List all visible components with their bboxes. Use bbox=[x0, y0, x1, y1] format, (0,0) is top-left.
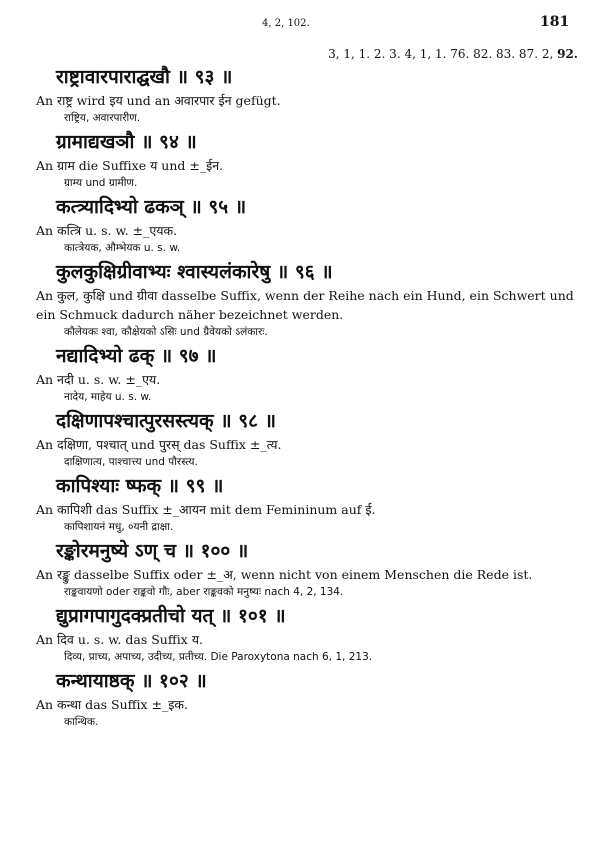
sutra-heading: कन्थायाष्ठक् ॥ १०२ ॥ bbox=[56, 670, 207, 692]
sutra-heading: नद्यादिभ्यो ढक् ॥ ९७ ॥ bbox=[56, 345, 217, 367]
sutra-explanation: An नदी u. s. w. ±_एय. bbox=[36, 372, 161, 387]
sutra-explanation: An कापिशी das Suffix ±_आयन mit dem Femininum auf ई. bbox=[36, 502, 376, 517]
sutra-heading: ग्रामाद्यखञौ ॥ ९४ ॥ bbox=[56, 131, 197, 153]
sutra-explanation: An दिव u. s. w. das Suffix य. bbox=[36, 632, 203, 647]
sutra-explanation: An राष्ट्र wird इय und an अवारपार ईन gefügt. bbox=[36, 93, 281, 108]
sutra-examples: राष्ट्रिय, अवारपारीण. bbox=[64, 112, 141, 124]
sutra-explanation: An कन्था das Suffix ±_इक. bbox=[36, 697, 188, 712]
sutra-explanation: An दक्षिणा, पश्चात् und पुरस् das Suffix ±_त्य. bbox=[36, 437, 282, 452]
running-head bbox=[0, 14, 600, 34]
sutra-heading: द्युप्रागपागुदक्प्रतीचो यत् ॥ १०१ ॥ bbox=[56, 605, 286, 627]
sutra-examples: राङ्कवायणो oder राङ्कवो गौः, aber राङ्कवको मनुष्यः nach 4, 2, 134. bbox=[64, 586, 344, 598]
sutra-heading: कुलकुक्षिग्रीवाभ्यः श्वास्यलंकारेषु ॥ ९६ ॥ bbox=[56, 261, 333, 283]
sutra-heading: कत्त्र्यादिभ्यो ढकञ् ॥ ९५ ॥ bbox=[56, 196, 247, 218]
rule-101 bbox=[36, 603, 584, 666]
rule-96 bbox=[36, 259, 584, 341]
rule-95 bbox=[36, 194, 584, 257]
section-reference: 4, 2, 102. bbox=[262, 18, 310, 29]
sutra-explanation: An कुल, कुक्षि und ग्रीवा dasselbe Suffix, wenn der Reihe nach ein Hund, ein Schwert und ein Schmuck dadurch näher bezeichnet werden. bbox=[36, 288, 574, 322]
rule-97 bbox=[36, 343, 584, 406]
page-number: 181 bbox=[540, 14, 570, 30]
sutra-heading: कापिश्याः ष्फक् ॥ ९९ ॥ bbox=[56, 475, 224, 497]
sutra-explanation: An रङ्कु dasselbe Suffix oder ±_अ, wenn nicht von einem Menschen die Rede ist. bbox=[36, 567, 533, 582]
sutra-examples: कान्थिक. bbox=[64, 716, 99, 728]
rule-100 bbox=[36, 538, 584, 601]
sutra-examples: कापिशायनं मधु, ०यनी द्राक्षा. bbox=[64, 521, 174, 533]
rules-list bbox=[36, 64, 584, 733]
sutra-heading: रङ्कोरमनुष्ये ऽण् च ॥ १०० ॥ bbox=[56, 540, 249, 562]
rule-98 bbox=[36, 408, 584, 471]
sutra-examples: कात्त्रेयक, औम्भेयक u. s. w. bbox=[64, 242, 181, 254]
rule-102 bbox=[36, 668, 584, 731]
sutra-examples: दिव्य, प्राच्य, अपाच्य, उदीच्य, प्रतीच्य. Die Paroxytona nach 6, 1, 213. bbox=[64, 651, 373, 663]
sutra-heading: दक्षिणापश्चात्पुरसस्त्यक् ॥ ९८ ॥ bbox=[56, 410, 276, 432]
sutra-examples: कौलेयकः श्वा, कौक्षेयको ऽसिः und ग्रैवेयको ऽलंकारः. bbox=[64, 326, 268, 338]
rule-94 bbox=[36, 129, 584, 192]
sutra-examples: नादेय, माहेय u. s. w. bbox=[64, 391, 152, 403]
cross-reference-bold: 92. bbox=[557, 47, 578, 61]
cross-reference-text: 3, 1, 1. 2. 3. 4, 1, 1. 76. 82. 83. 87. 2, bbox=[328, 47, 554, 61]
rule-99 bbox=[36, 473, 584, 536]
sutra-examples: ग्राम्य und ग्रामीण. bbox=[64, 177, 138, 189]
sutra-examples: दाक्षिणात्य, पाश्चात्त्य und पौरस्त्य. bbox=[64, 456, 198, 468]
cross-reference-line bbox=[300, 47, 578, 61]
sutra-explanation: An ग्राम die Suffixe य und ±_ईन. bbox=[36, 158, 224, 173]
sutra-heading: राष्ट्रावारपाराद्घखौ ॥ ९३ ॥ bbox=[56, 66, 233, 88]
rule-93 bbox=[36, 64, 584, 127]
sutra-explanation: An कत्त्रि u. s. w. ±_एयक. bbox=[36, 223, 178, 238]
